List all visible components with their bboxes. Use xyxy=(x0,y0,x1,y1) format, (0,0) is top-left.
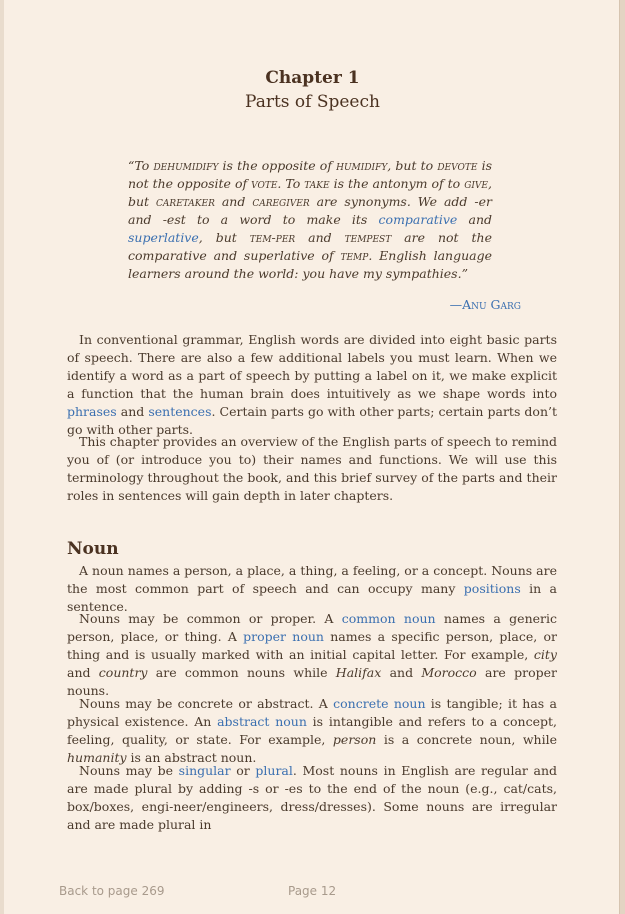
text-run: “To xyxy=(128,158,154,173)
text-run: , but xyxy=(198,230,250,245)
italic-term: Morocco xyxy=(421,665,477,680)
inline-link[interactable]: abstract noun xyxy=(217,714,307,729)
small-caps-term: devote xyxy=(437,158,478,173)
small-caps-term: give xyxy=(464,176,489,191)
text-run: A noun names a person, a place, a thing, a feeling, or a concept. Nouns are the most common part of speech and can occupy many xyxy=(67,563,557,596)
small-caps-term: caregiver xyxy=(252,194,310,209)
intro-paragraph-2 xyxy=(67,433,557,505)
epigraph-quote xyxy=(128,157,492,283)
text-run: . Most nouns in English are regular and are made plural by adding -s or -es to the end of the noun (e.g., cat/cats, box/boxes, engi-neer/engineers, dress/dresses). Some nouns are irregular and are made plural in xyxy=(67,763,558,832)
text-run: Nouns may be common or proper. A xyxy=(79,611,342,626)
text-run: In conventional grammar, English words are divided into eight basic parts of speech. There are also a few additional labels you must learn. When we identify a word as a part of speech by putting a label on it, we make explicit a function that the human brain does intuitively as we shape words into xyxy=(67,332,557,401)
page-edge-right xyxy=(619,0,625,914)
text-run: is the opposite of xyxy=(218,158,337,173)
noun-paragraph-2 xyxy=(67,610,557,700)
paragraph xyxy=(67,610,557,700)
section-heading-noun: Noun xyxy=(67,539,119,559)
small-caps-term: tempest xyxy=(344,230,392,245)
intro-paragraph-1 xyxy=(67,331,557,439)
text-run: Nouns may be xyxy=(79,763,179,778)
inline-link[interactable]: common noun xyxy=(341,611,436,626)
page-edge-left xyxy=(0,0,4,914)
small-caps-term: take xyxy=(304,176,330,191)
italic-term: country xyxy=(98,665,148,680)
text-run: is the antonym of to xyxy=(329,176,465,191)
small-caps-term: temp xyxy=(340,248,369,263)
text-run: and xyxy=(67,665,99,680)
noun-paragraph-1 xyxy=(67,562,557,616)
inline-link[interactable]: sentences xyxy=(148,404,212,419)
noun-paragraph-3 xyxy=(67,695,557,767)
text-run: are not the comparative and superlative of xyxy=(128,230,493,263)
inline-link[interactable]: phrases xyxy=(67,404,117,419)
epigraph-attribution[interactable]: —Anu Garg xyxy=(449,297,521,312)
text-run: . To xyxy=(277,176,305,191)
back-to-page-link[interactable]: Back to page 269 xyxy=(59,884,165,898)
inline-link[interactable]: comparative xyxy=(378,212,458,227)
text-run: names a generic person, place, or thing. A xyxy=(67,611,557,644)
text-run: or xyxy=(230,763,256,778)
text-run: are common nouns while xyxy=(147,665,336,680)
paragraph xyxy=(67,433,557,505)
paragraph xyxy=(67,695,557,767)
italic-term: Halifax xyxy=(335,665,382,680)
text-run: Nouns may be concrete or abstract. A xyxy=(79,696,334,711)
paragraph xyxy=(67,562,557,616)
epigraph-text xyxy=(128,157,492,283)
italic-term: city xyxy=(533,647,557,662)
text-run: is tangible; it has a physical existence. An xyxy=(67,696,557,729)
inline-link[interactable]: proper noun xyxy=(243,629,324,644)
text-run: are proper nouns. xyxy=(67,665,557,698)
text-run: in a sentence. xyxy=(67,581,558,614)
paragraph xyxy=(67,762,557,834)
text-run: . Certain parts go with other parts; certain parts don’t go with other parts. xyxy=(67,404,557,437)
text-run: and xyxy=(214,194,253,209)
italic-term: humanity xyxy=(67,750,127,765)
italic-term: person xyxy=(332,732,377,747)
text-run: is an abstract noun. xyxy=(126,750,257,765)
text-run: is not the opposite of xyxy=(128,158,492,191)
small-caps-term: tem-per xyxy=(249,230,296,245)
text-run: . English language learners around the world: you have my sympathies.” xyxy=(128,248,492,281)
text-run: names a specific person, place, or thing and is usually marked with an initial capital letter. For example, xyxy=(67,629,558,662)
small-caps-term: caretaker xyxy=(156,194,215,209)
small-caps-term: vote xyxy=(251,176,278,191)
inline-link[interactable]: concrete noun xyxy=(333,696,426,711)
text-run: and xyxy=(381,665,422,680)
text-run: is a concrete noun, while xyxy=(376,732,557,747)
inline-link[interactable]: superlative xyxy=(128,230,199,245)
inline-link[interactable]: plural xyxy=(255,763,293,778)
text-run: and xyxy=(116,404,149,419)
noun-paragraph-4 xyxy=(67,762,557,834)
text-run: and xyxy=(295,230,345,245)
chapter-title: Parts of Speech xyxy=(245,92,380,112)
text-run: is intangible and refers to a concept, feeling, quality, or state. For example, xyxy=(67,714,557,747)
paragraph xyxy=(67,331,557,439)
text-run: This chapter provides an overview of the English parts of speech to remind you of (or introduce you to) their names and functions. We will use this terminology throughout the book, and this brief survey of the parts and their roles in sentences will gain depth in later chapters. xyxy=(67,434,557,503)
text-run: , but xyxy=(128,176,492,209)
page-number-label: Page 12 xyxy=(288,884,337,898)
text-run: and xyxy=(457,212,492,227)
inline-link[interactable]: positions xyxy=(463,581,521,596)
text-run: are synonyms. We add -er and -est to a word to make its xyxy=(128,194,492,227)
inline-link[interactable]: singular xyxy=(178,763,231,778)
small-caps-term: humidify xyxy=(336,158,388,173)
text-run: , but to xyxy=(387,158,438,173)
chapter-number: Chapter 1 xyxy=(265,68,360,88)
small-caps-term: dehumidify xyxy=(153,158,219,173)
